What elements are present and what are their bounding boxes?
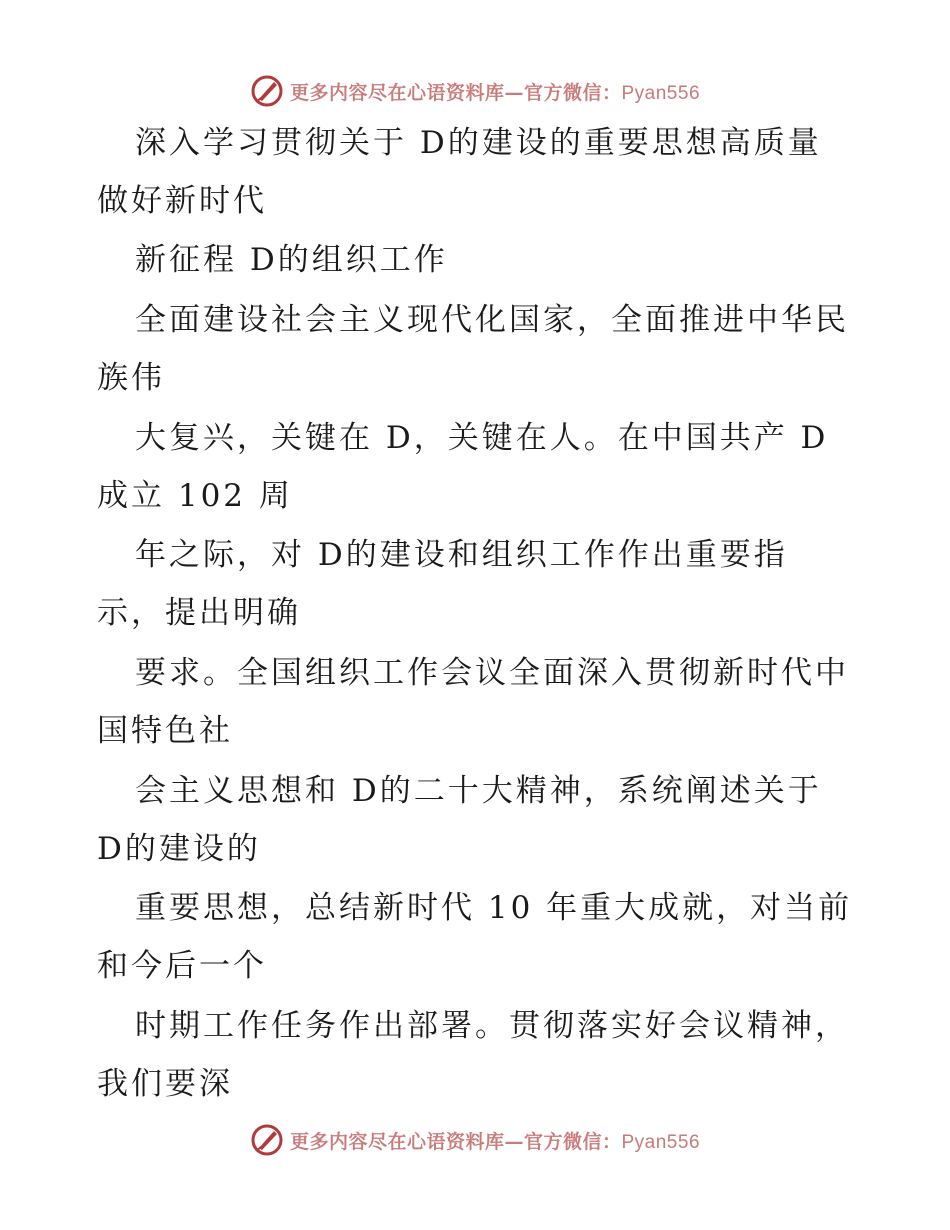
watermark-handle: Pyan556 xyxy=(621,82,701,104)
quill-seal-icon xyxy=(250,74,284,108)
paragraph-line: 国特色社 xyxy=(97,713,233,749)
paragraph-line: 大复兴，关键在 D，关键在人。在中国共产 D xyxy=(135,420,829,456)
paragraph-line: 和今后一个 xyxy=(97,948,267,984)
watermark-footer xyxy=(0,1120,950,1160)
paragraph-line: 新征程 D的组织工作 xyxy=(135,242,448,278)
paragraph-line: 会主义思想和 D的二十大精神，系统阐述关于 xyxy=(135,773,822,809)
paragraph-line: 要求。全国组织工作会议全面深入贯彻新时代中 xyxy=(135,655,849,691)
watermark-header xyxy=(0,71,950,111)
paragraph-line: 示，提出明确 xyxy=(97,595,301,631)
watermark-text: 更多内容尽在心语资料库—官方微信： xyxy=(289,1130,622,1153)
paragraph-line: D的建设的 xyxy=(97,831,261,867)
paragraph-line: 时期工作任务作出部署。贯彻落实好会议精神， xyxy=(135,1008,849,1044)
paragraph-line: 成立 102 周 xyxy=(97,478,293,514)
paragraph-line: 年之际，对 D的建设和组织工作作出重要指 xyxy=(135,537,788,573)
paragraph-line: 深入学习贯彻关于 D的建设的重要思想高质量 xyxy=(135,125,822,161)
watermark-handle: Pyan556 xyxy=(621,1131,701,1153)
paragraph-line: 全面建设社会主义现代化国家，全面推进中华民 xyxy=(135,302,849,338)
quill-seal-icon xyxy=(250,1123,284,1157)
paragraph-line: 做好新时代 xyxy=(97,183,267,219)
paragraph-line: 族伟 xyxy=(97,360,165,396)
watermark-text: 更多内容尽在心语资料库—官方微信： xyxy=(289,81,622,104)
paragraph-line: 我们要深 xyxy=(97,1066,233,1102)
paragraph-line: 重要思想，总结新时代 10 年重大成就，对当前 xyxy=(135,890,853,926)
